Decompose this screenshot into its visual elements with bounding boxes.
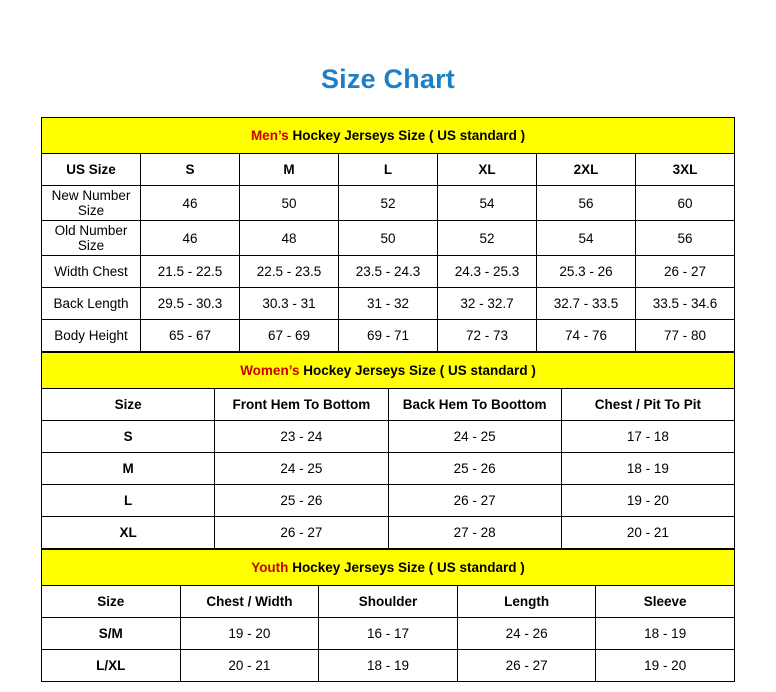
table-cell: 20 - 21 bbox=[561, 517, 734, 549]
table-cell: 19 - 20 bbox=[180, 618, 319, 650]
table-cell: 33.5 - 34.6 bbox=[636, 288, 735, 320]
mens-banner-rest: Hockey Jerseys Size ( US standard ) bbox=[288, 128, 526, 143]
table-header-row bbox=[42, 586, 735, 618]
table-cell: 72 - 73 bbox=[438, 320, 537, 352]
table-header-row bbox=[42, 389, 735, 421]
table-cell: 46 bbox=[141, 221, 240, 256]
column-header: Size bbox=[42, 389, 215, 421]
column-header: L bbox=[339, 154, 438, 186]
table-cell: 65 - 67 bbox=[141, 320, 240, 352]
table-row bbox=[42, 650, 735, 682]
youth-banner-accent: Youth bbox=[251, 560, 289, 575]
womens-size-table bbox=[41, 352, 735, 549]
row-label: S bbox=[42, 421, 215, 453]
table-cell: 23.5 - 24.3 bbox=[339, 256, 438, 288]
column-header: Back Hem To Boottom bbox=[388, 389, 561, 421]
table-cell: 23 - 24 bbox=[215, 421, 388, 453]
table-cell: 20 - 21 bbox=[180, 650, 319, 682]
table-cell: 24 - 26 bbox=[457, 618, 596, 650]
row-label: Width Chest bbox=[42, 256, 141, 288]
table-cell: 30.3 - 31 bbox=[240, 288, 339, 320]
youth-banner-rest: Hockey Jerseys Size ( US standard ) bbox=[288, 560, 525, 575]
table-cell: 32.7 - 33.5 bbox=[537, 288, 636, 320]
table-cell: 21.5 - 22.5 bbox=[141, 256, 240, 288]
table-cell: 17 - 18 bbox=[561, 421, 734, 453]
row-label: Body Height bbox=[42, 320, 141, 352]
mens-size-table bbox=[41, 117, 735, 352]
table-cell: 77 - 80 bbox=[636, 320, 735, 352]
table-cell: 26 - 27 bbox=[388, 485, 561, 517]
table-cell: 25 - 26 bbox=[215, 485, 388, 517]
column-header: Front Hem To Bottom bbox=[215, 389, 388, 421]
table-row bbox=[42, 453, 735, 485]
page-title: Size Chart bbox=[320, 64, 456, 94]
table-banner-row bbox=[42, 118, 735, 154]
table-row bbox=[42, 186, 735, 221]
table-cell: 46 bbox=[141, 186, 240, 221]
table-cell: 29.5 - 30.3 bbox=[141, 288, 240, 320]
column-header: XL bbox=[438, 154, 537, 186]
table-cell: 54 bbox=[537, 221, 636, 256]
table-row bbox=[42, 485, 735, 517]
table-cell: 31 - 32 bbox=[339, 288, 438, 320]
column-header: 3XL bbox=[636, 154, 735, 186]
row-label: Back Length bbox=[42, 288, 141, 320]
row-label: Old Number Size bbox=[42, 221, 141, 256]
table-cell: 48 bbox=[240, 221, 339, 256]
table-cell: 18 - 19 bbox=[561, 453, 734, 485]
table-cell: 54 bbox=[438, 186, 537, 221]
mens-banner-accent: Men’s bbox=[250, 128, 289, 143]
mens-banner bbox=[42, 118, 735, 154]
youth-banner bbox=[42, 550, 735, 586]
column-header: Sleeve bbox=[596, 586, 735, 618]
column-header: Size bbox=[42, 586, 181, 618]
table-cell: 25 - 26 bbox=[388, 453, 561, 485]
table-cell: 19 - 20 bbox=[596, 650, 735, 682]
column-header: M bbox=[240, 154, 339, 186]
table-row bbox=[42, 320, 735, 352]
row-label: S/M bbox=[42, 618, 181, 650]
table-cell: 60 bbox=[636, 186, 735, 221]
row-label: L/XL bbox=[42, 650, 181, 682]
table-cell: 50 bbox=[339, 221, 438, 256]
row-label: New Number Size bbox=[42, 186, 141, 221]
size-chart-tables bbox=[41, 117, 735, 682]
table-cell: 69 - 71 bbox=[339, 320, 438, 352]
table-cell: 67 - 69 bbox=[240, 320, 339, 352]
table-cell: 26 - 27 bbox=[215, 517, 388, 549]
table-cell: 27 - 28 bbox=[388, 517, 561, 549]
table-cell: 18 - 19 bbox=[319, 650, 458, 682]
table-cell: 52 bbox=[339, 186, 438, 221]
column-header: Chest / Width bbox=[180, 586, 319, 618]
table-cell: 24.3 - 25.3 bbox=[438, 256, 537, 288]
womens-banner-rest: Hockey Jerseys Size ( US standard ) bbox=[299, 363, 536, 378]
row-label: XL bbox=[42, 517, 215, 549]
table-banner-row bbox=[42, 353, 735, 389]
table-header-row bbox=[42, 154, 735, 186]
table-cell: 19 - 20 bbox=[561, 485, 734, 517]
row-label: L bbox=[42, 485, 215, 517]
row-label: M bbox=[42, 453, 215, 485]
table-row bbox=[42, 421, 735, 453]
table-cell: 22.5 - 23.5 bbox=[240, 256, 339, 288]
table-cell: 26 - 27 bbox=[636, 256, 735, 288]
table-row bbox=[42, 256, 735, 288]
table-cell: 50 bbox=[240, 186, 339, 221]
table-cell: 24 - 25 bbox=[215, 453, 388, 485]
table-row bbox=[42, 221, 735, 256]
table-cell: 25.3 - 26 bbox=[537, 256, 636, 288]
table-row bbox=[42, 517, 735, 549]
table-cell: 52 bbox=[438, 221, 537, 256]
column-header: S bbox=[141, 154, 240, 186]
column-header: Length bbox=[457, 586, 596, 618]
table-cell: 74 - 76 bbox=[537, 320, 636, 352]
table-cell: 24 - 25 bbox=[388, 421, 561, 453]
table-row bbox=[42, 618, 735, 650]
table-cell: 16 - 17 bbox=[319, 618, 458, 650]
table-cell: 18 - 19 bbox=[596, 618, 735, 650]
column-header: 2XL bbox=[537, 154, 636, 186]
table-cell: 56 bbox=[636, 221, 735, 256]
table-row bbox=[42, 288, 735, 320]
table-cell: 26 - 27 bbox=[457, 650, 596, 682]
table-cell: 56 bbox=[537, 186, 636, 221]
table-cell: 32 - 32.7 bbox=[438, 288, 537, 320]
womens-banner-accent: Women’s bbox=[240, 363, 300, 378]
column-header: US Size bbox=[42, 154, 141, 186]
youth-size-table bbox=[41, 549, 735, 682]
column-header: Chest / Pit To Pit bbox=[561, 389, 734, 421]
table-banner-row bbox=[42, 550, 735, 586]
womens-banner bbox=[42, 353, 735, 389]
column-header: Shoulder bbox=[319, 586, 458, 618]
